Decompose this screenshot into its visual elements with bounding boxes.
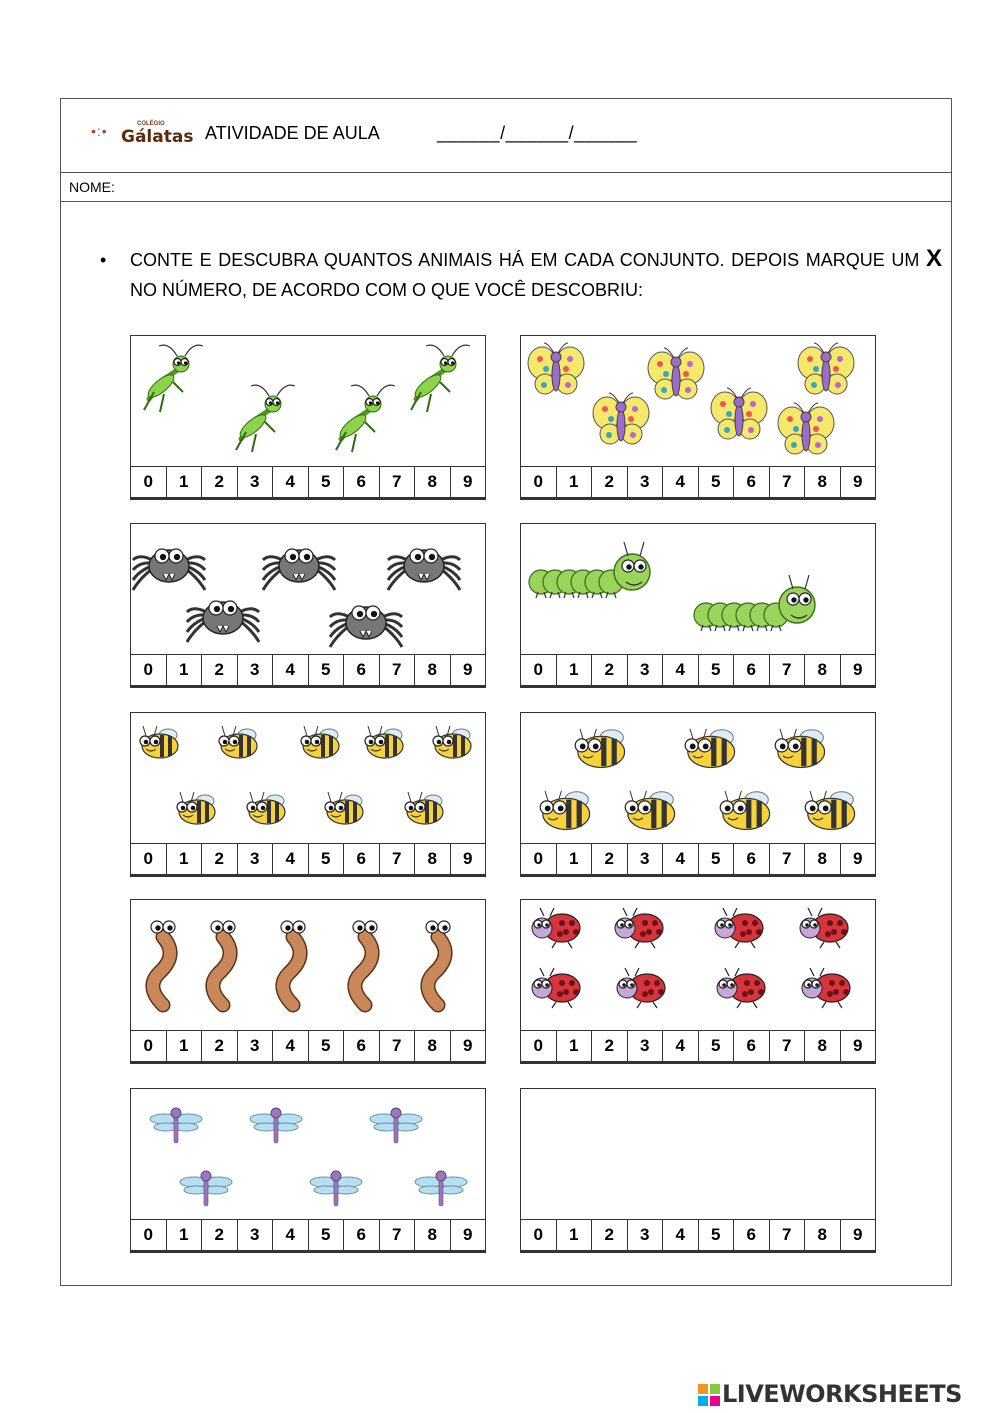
butterfly-icon	[798, 343, 854, 394]
worm-icon	[151, 921, 175, 1005]
number-cell[interactable]: 2	[202, 1031, 238, 1061]
bee-small-icon	[219, 726, 257, 758]
dragonfly-icon	[415, 1171, 467, 1206]
number-row	[520, 1220, 876, 1253]
instruction-line2: NO NÚMERO, DE ACORDO COM O QUE VOCÊ DESCOBRIU:	[130, 280, 644, 300]
number-row	[520, 844, 876, 877]
name-label: NOME:	[69, 179, 115, 195]
number-row	[130, 1031, 486, 1064]
brand-text: LIVEWORKSHEETS	[722, 1380, 962, 1408]
number-cell[interactable]: 4	[273, 1031, 309, 1061]
number-cell[interactable]: 0	[131, 467, 167, 497]
bee-big-icon	[625, 791, 674, 830]
butterfly-group	[521, 336, 877, 468]
number-cell[interactable]: 3	[628, 655, 664, 685]
butterfly-icon	[648, 348, 704, 399]
number-cell[interactable]: 8	[805, 467, 841, 497]
animal-picture	[520, 335, 876, 467]
number-cell[interactable]: 7	[380, 844, 416, 874]
number-cell[interactable]: 6	[734, 467, 770, 497]
number-cell[interactable]: 2	[592, 1031, 628, 1061]
number-cell[interactable]: 6	[734, 1031, 770, 1061]
liveworksheets-logo-icon	[698, 1384, 720, 1406]
counting-set-bee-small	[130, 712, 486, 877]
number-cell[interactable]: 8	[805, 1031, 841, 1061]
counting-set-spider	[130, 523, 486, 688]
number-cell[interactable]: 1	[167, 1031, 203, 1061]
number-cell[interactable]: 5	[309, 1220, 345, 1250]
number-row	[130, 655, 486, 688]
number-cell[interactable]: 1	[167, 655, 203, 685]
animal-picture	[130, 712, 486, 844]
number-cell[interactable]: 4	[273, 844, 309, 874]
number-cell[interactable]: 2	[592, 655, 628, 685]
bee-big-icon	[685, 729, 734, 768]
ladybug-icon	[615, 908, 663, 948]
number-cell[interactable]: 0	[131, 1031, 167, 1061]
dragonfly-group	[131, 1089, 487, 1221]
number-cell[interactable]: 9	[463, 1225, 473, 1244]
number-cell[interactable]: 7	[770, 1031, 806, 1061]
number-cell[interactable]: 5	[699, 1220, 735, 1250]
number-cell[interactable]: 6	[344, 655, 380, 685]
number-cell[interactable]: 5	[309, 655, 345, 685]
name-row[interactable]	[61, 173, 951, 202]
worksheet-header	[61, 99, 951, 173]
worm-group	[131, 900, 487, 1032]
ladybug-icon	[617, 968, 665, 1008]
bee-small-group	[131, 713, 487, 845]
number-cell[interactable]: 1	[557, 655, 593, 685]
bee-small-icon	[177, 792, 215, 824]
bee-big-icon	[720, 791, 769, 830]
butterfly-icon	[528, 343, 584, 394]
number-cell[interactable]: 9	[463, 660, 473, 679]
number-cell[interactable]: 5	[699, 467, 735, 497]
spider-icon	[133, 549, 205, 590]
bee-small-icon	[140, 726, 178, 758]
number-cell[interactable]: 1	[167, 1220, 203, 1250]
number-cell[interactable]: 2	[202, 655, 238, 685]
butterfly-icon	[593, 393, 649, 444]
bee-small-icon	[365, 726, 403, 758]
animal-picture	[520, 1088, 876, 1220]
instruction-text	[130, 244, 942, 305]
number-cell[interactable]: 0	[131, 655, 167, 685]
dragonfly-icon	[370, 1108, 422, 1143]
number-cell[interactable]: 2	[202, 1220, 238, 1250]
number-row	[130, 1220, 486, 1253]
ladybug-icon	[800, 908, 848, 948]
spider-icon	[187, 601, 259, 642]
number-cell[interactable]: 0	[521, 1031, 557, 1061]
number-cell[interactable]: 8	[415, 655, 451, 685]
number-cell[interactable]: 9	[853, 660, 863, 679]
number-cell[interactable]: 3	[238, 655, 274, 685]
number-cell[interactable]: 1	[557, 1220, 593, 1250]
worm-icon	[426, 921, 450, 1005]
number-cell[interactable]: 3	[238, 844, 274, 874]
number-row	[520, 655, 876, 688]
number-cell[interactable]: 7	[380, 1220, 416, 1250]
number-cell[interactable]: 5	[699, 655, 735, 685]
worm-icon	[353, 921, 377, 1005]
number-cell[interactable]: 3	[238, 1220, 274, 1250]
number-cell[interactable]: 2	[592, 844, 628, 874]
butterfly-icon	[711, 388, 767, 439]
number-cell[interactable]: 5	[699, 844, 735, 874]
butterfly-icon	[778, 403, 834, 454]
ladybug-group	[521, 900, 877, 1032]
number-cell[interactable]: 9	[853, 1225, 863, 1244]
number-cell[interactable]: 8	[805, 844, 841, 874]
dragonfly-icon	[310, 1171, 362, 1206]
number-cell[interactable]: 6	[344, 467, 380, 497]
number-cell[interactable]: 8	[805, 655, 841, 685]
dragonfly-icon	[150, 1108, 202, 1143]
logo-name: Gálatas	[121, 127, 194, 147]
number-cell[interactable]: 9	[463, 849, 473, 868]
counting-set-bee-big	[520, 712, 876, 877]
bee-big-icon	[540, 791, 589, 830]
number-cell[interactable]: 2	[592, 467, 628, 497]
number-cell[interactable]: 1	[167, 844, 203, 874]
number-cell[interactable]: 8	[415, 1031, 451, 1061]
counting-set-caterpillar	[520, 523, 876, 688]
number-row	[130, 844, 486, 877]
worm-icon	[281, 921, 305, 1005]
number-row	[520, 467, 876, 500]
bee-small-icon	[301, 726, 339, 758]
spider-group	[131, 524, 487, 656]
number-row	[520, 1031, 876, 1064]
dragonfly-icon	[250, 1108, 302, 1143]
spider-icon	[330, 606, 402, 647]
number-cell[interactable]: 7	[380, 1031, 416, 1061]
animal-picture	[130, 335, 486, 467]
number-cell[interactable]: 6	[344, 1031, 380, 1061]
number-cell[interactable]: 9	[853, 1036, 863, 1055]
number-cell[interactable]: 4	[273, 467, 309, 497]
number-cell[interactable]: 0	[131, 1220, 167, 1250]
number-cell[interactable]: 3	[628, 467, 664, 497]
date-field[interactable]: ______/______/______	[437, 123, 638, 143]
number-cell[interactable]: 1	[557, 1031, 593, 1061]
number-cell[interactable]: 0	[521, 655, 557, 685]
number-cell[interactable]: 3	[628, 1031, 664, 1061]
ladybug-icon	[532, 968, 580, 1008]
number-cell[interactable]: 5	[309, 844, 345, 874]
counting-set-dragonfly	[130, 1088, 486, 1253]
spider-icon	[263, 549, 335, 590]
number-cell[interactable]: 9	[463, 1036, 473, 1055]
mantis-group	[131, 336, 487, 468]
number-cell[interactable]: 1	[557, 844, 593, 874]
counting-set-ladybug	[520, 899, 876, 1064]
animal-picture	[520, 712, 876, 844]
number-cell[interactable]: 4	[273, 655, 309, 685]
instruction-line1: CONTE E DESCUBRA QUANTOS ANIMAIS HÁ EM CADA CONJUNTO. DEPOIS MARQUE UM	[130, 250, 926, 270]
mantis-icon	[144, 345, 203, 412]
bee-small-icon	[247, 792, 285, 824]
number-cell[interactable]: 4	[663, 1220, 699, 1250]
animal-picture	[130, 523, 486, 655]
logo-small-text: COLÉGIO	[137, 121, 165, 127]
number-cell[interactable]: 4	[663, 655, 699, 685]
x-mark: X	[925, 245, 942, 272]
dragonfly-icon	[180, 1171, 232, 1206]
logo-dots-icon: •:•	[91, 123, 108, 139]
number-cell[interactable]: 7	[380, 467, 416, 497]
number-cell[interactable]: 3	[238, 1031, 274, 1061]
counting-set-butterfly	[520, 335, 876, 500]
liveworksheets-brand	[698, 1380, 962, 1408]
number-cell[interactable]: 0	[131, 844, 167, 874]
number-cell[interactable]: 0	[521, 844, 557, 874]
number-cell[interactable]: 8	[415, 844, 451, 874]
number-cell[interactable]: 7	[380, 655, 416, 685]
empty-group	[521, 1089, 877, 1221]
number-cell[interactable]: 2	[592, 1220, 628, 1250]
mantis-icon	[411, 345, 470, 412]
counting-set-empty	[520, 1088, 876, 1253]
ladybug-icon	[715, 908, 763, 948]
number-cell[interactable]: 3	[628, 844, 664, 874]
caterpillar-icon	[694, 575, 815, 631]
number-cell[interactable]: 3	[628, 1220, 664, 1250]
instruction-bullet: •	[100, 250, 107, 270]
bee-big-icon	[575, 729, 624, 768]
mantis-icon	[236, 385, 295, 452]
number-cell[interactable]: 0	[521, 467, 557, 497]
number-cell[interactable]: 5	[309, 467, 345, 497]
bee-small-icon	[405, 792, 443, 824]
number-cell[interactable]: 9	[853, 849, 863, 868]
number-cell[interactable]: 2	[202, 844, 238, 874]
number-cell[interactable]: 4	[663, 844, 699, 874]
animal-picture	[130, 899, 486, 1031]
number-cell[interactable]: 8	[805, 1220, 841, 1250]
number-cell[interactable]: 4	[663, 1031, 699, 1061]
number-cell[interactable]: 4	[663, 467, 699, 497]
number-cell[interactable]: 1	[557, 467, 593, 497]
ladybug-icon	[532, 908, 580, 948]
number-cell[interactable]: 6	[734, 655, 770, 685]
school-logo	[91, 119, 194, 149]
bee-big-icon	[775, 729, 824, 768]
animal-picture	[520, 899, 876, 1031]
caterpillar-group	[521, 524, 877, 656]
counting-set-worm	[130, 899, 486, 1064]
number-cell[interactable]: 5	[699, 1031, 735, 1061]
ladybug-icon	[802, 968, 850, 1008]
animal-picture	[520, 523, 876, 655]
number-cell[interactable]: 6	[734, 1220, 770, 1250]
number-row	[130, 467, 486, 500]
number-cell[interactable]: 8	[415, 1220, 451, 1250]
number-cell[interactable]: 2	[202, 467, 238, 497]
spider-icon	[388, 549, 460, 590]
bee-small-icon	[433, 726, 471, 758]
bee-big-icon	[805, 791, 854, 830]
number-cell[interactable]: 6	[344, 1220, 380, 1250]
caterpillar-icon	[529, 542, 650, 598]
number-cell[interactable]: 0	[521, 1220, 557, 1250]
number-cell[interactable]: 6	[734, 844, 770, 874]
activity-title: ATIVIDADE DE AULA	[205, 123, 380, 143]
number-cell[interactable]: 7	[770, 655, 806, 685]
number-cell[interactable]: 7	[770, 467, 806, 497]
counting-set-mantis	[130, 335, 486, 500]
number-cell[interactable]: 8	[415, 467, 451, 497]
mantis-icon	[336, 385, 395, 452]
number-cell[interactable]: 6	[344, 844, 380, 874]
number-cell[interactable]: 9	[463, 472, 473, 491]
bee-small-icon	[325, 792, 363, 824]
number-cell[interactable]: 7	[770, 1220, 806, 1250]
number-cell[interactable]: 7	[770, 844, 806, 874]
number-cell[interactable]: 5	[309, 1031, 345, 1061]
animal-picture	[130, 1088, 486, 1220]
worm-icon	[211, 921, 235, 1005]
bee-big-group	[521, 713, 877, 845]
number-cell[interactable]: 3	[238, 467, 274, 497]
number-cell[interactable]: 4	[273, 1220, 309, 1250]
number-cell[interactable]: 9	[853, 472, 863, 491]
ladybug-icon	[717, 968, 765, 1008]
number-cell[interactable]: 1	[167, 467, 203, 497]
